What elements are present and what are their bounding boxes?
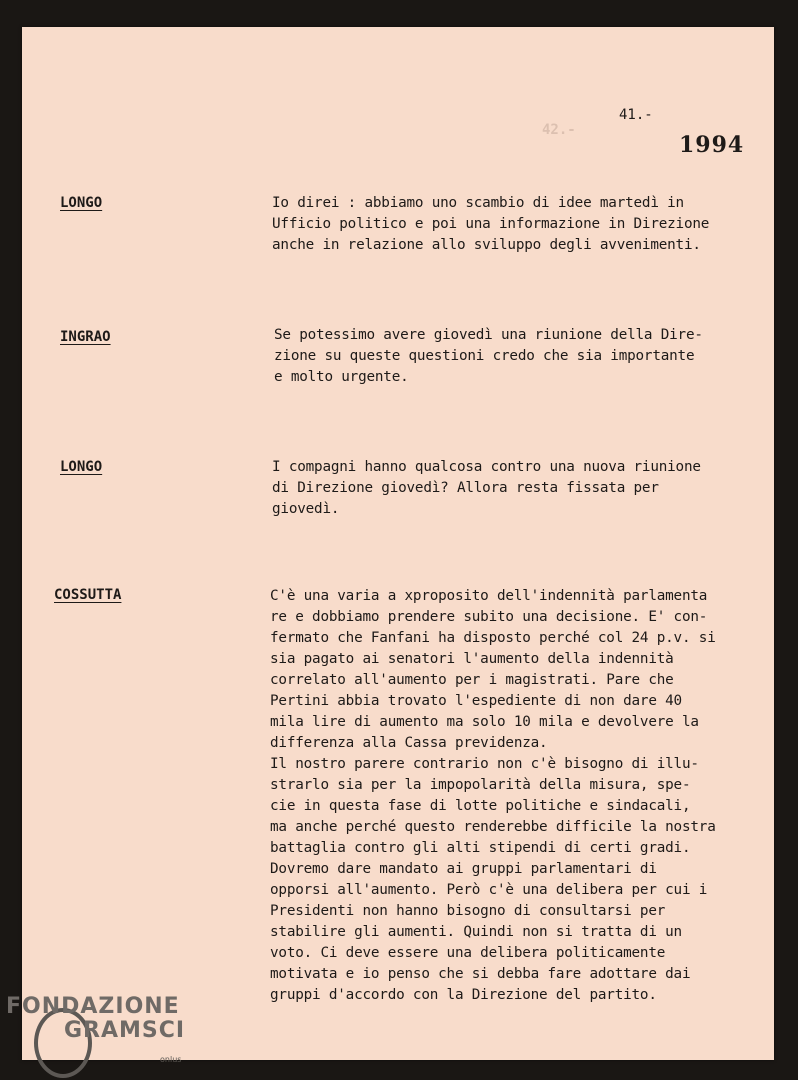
bleed-through: 42.- <box>542 122 576 138</box>
watermark-sub: onlus <box>160 1055 182 1064</box>
document-page <box>22 27 774 1060</box>
speaker-longo-2: LONGO <box>60 459 103 475</box>
speaker-longo-1: LONGO <box>60 195 103 211</box>
page-number: 41.- <box>619 107 653 123</box>
speech-ingrao: Se potessimo avere giovedì una riunione della Dire- zione su queste questioni credo che sia importante e molto urgente. <box>274 327 703 385</box>
document-number: 1994 <box>679 132 745 158</box>
watermark-logo: FONDAZIONE GRAMSCI <box>6 994 186 1043</box>
speech-cossutta: C'è una varia a xproposito dell'indennità parlamenta re e dobbiamo prendere subito una decisione. E' con- fermato che Fanfani ha disposto perché col 24 p.v. si sia pagato ai senatori l'aumento della indennità correlato all'aumento per i magistrati. Pare che Pertini abbia trovato l'espediente di non dare 40 mila lire di aumento ma solo 10 mila e devolvere la differenza alla Cassa previdenza. Il nostro parere contrario non c'è bisogno di illu- strarlo sia per la impopolarità della misura, spe- cie in questa fase di lotte politiche e sindacali, ma anche perché questo renderebbe difficile la nostra battaglia contro gli alti stipendi di certi gradi. Dovremo dare mandato ai gruppi parlamentari di opporsi all'aumento. Però c'è una delibera per cui i Presidenti non hanno bisogno di consultarsi per stabilire gli aumenti. Quindi non si tratta di un voto. Ci deve essere una delibera politicamente motivata e io penso che si debba fare adottare dai gruppi d'accordo con la Direzione del partito. <box>270 588 716 1003</box>
speaker-ingrao: INGRAO <box>60 329 111 345</box>
speaker-cossutta: COSSUTTA <box>54 587 122 603</box>
speech-longo-1: Io direi : abbiamo uno scambio di idee martedì in Ufficio politico e poi una informazione in Direzione anche in relazione allo sviluppo degli avvenimenti. <box>272 195 710 253</box>
speech-longo-2: I compagni hanno qualcosa contro una nuova riunione di Direzione giovedì? Allora resta fissata per giovedì. <box>272 459 701 517</box>
